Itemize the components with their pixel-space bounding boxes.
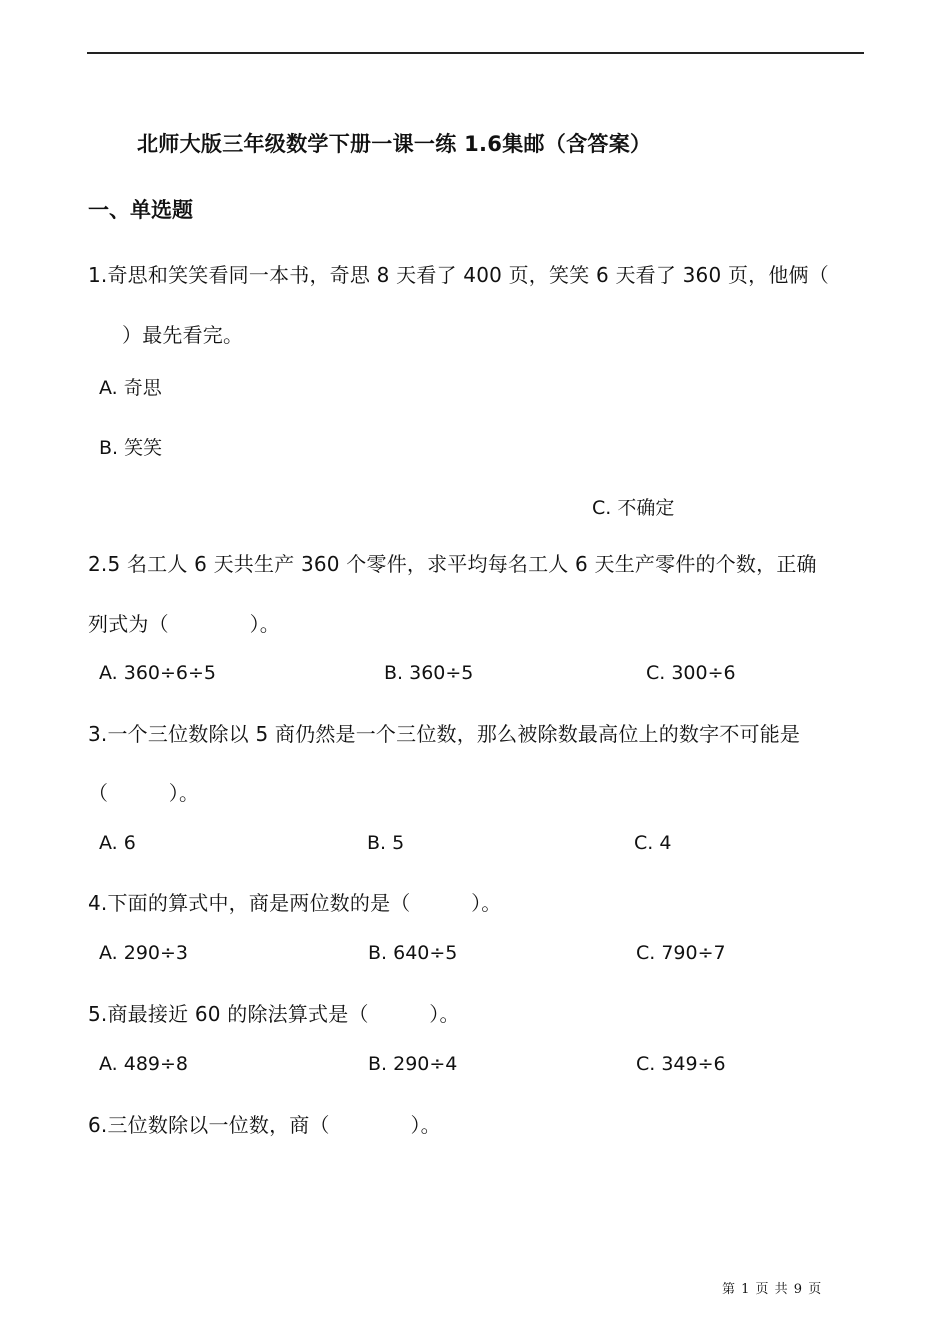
question-5-line-1: 5.商最接近 60 的除法算式是（ ）。 bbox=[88, 1002, 460, 1026]
question-4-option-c[interactable]: C. 790÷7 bbox=[636, 942, 726, 964]
question-3-option-c[interactable]: C. 4 bbox=[634, 832, 672, 854]
document-title: 北师大版三年级数学下册一课一练 1.6集邮（含答案） bbox=[137, 132, 652, 156]
question-2-option-b[interactable]: B. 360÷5 bbox=[384, 662, 474, 684]
question-2-option-a[interactable]: A. 360÷6÷5 bbox=[99, 662, 217, 684]
question-2-line-1: 2.5 名工人 6 天共生产 360 个零件，求平均每名工人 6 天生产零件的个数，正确 bbox=[88, 552, 817, 576]
section-heading: 一、单选题 bbox=[88, 198, 193, 222]
question-3-option-b[interactable]: B. 5 bbox=[367, 832, 405, 854]
question-4-option-b[interactable]: B. 640÷5 bbox=[368, 942, 458, 964]
question-2-line-2: 列式为（ ）。 bbox=[88, 612, 280, 636]
question-1-option-c[interactable]: C. 不确定 bbox=[592, 497, 675, 519]
question-5-option-a[interactable]: A. 489÷8 bbox=[99, 1053, 189, 1075]
question-3-option-a[interactable]: A. 6 bbox=[99, 832, 136, 854]
question-5-option-b[interactable]: B. 290÷4 bbox=[368, 1053, 458, 1075]
question-4-line-1: 4.下面的算式中，商是两位数的是（ ）。 bbox=[88, 891, 502, 915]
question-1-line-2: ）最先看完。 bbox=[122, 323, 244, 347]
question-6-line-1: 6.三位数除以一位数，商（ ）。 bbox=[88, 1113, 441, 1137]
question-1-line-1: 1.奇思和笑笑看同一本书，奇思 8 天看了 400 页，笑笑 6 天看了 360 页，他俩（ bbox=[88, 263, 829, 287]
question-1-option-a[interactable]: A. 奇思 bbox=[99, 377, 162, 399]
question-4-option-a[interactable]: A. 290÷3 bbox=[99, 942, 189, 964]
question-2-option-c[interactable]: C. 300÷6 bbox=[646, 662, 736, 684]
question-3-line-2: （ ）。 bbox=[88, 781, 200, 805]
question-3-line-1: 3.一个三位数除以 5 商仍然是一个三位数，那么被除数最高位上的数字不可能是 bbox=[88, 722, 801, 746]
question-1-option-b[interactable]: B. 笑笑 bbox=[99, 437, 163, 459]
page-number-footer: 第 1 页 共 9 页 bbox=[722, 1282, 823, 1297]
question-5-option-c[interactable]: C. 349÷6 bbox=[636, 1053, 726, 1075]
header-rule bbox=[87, 52, 864, 54]
